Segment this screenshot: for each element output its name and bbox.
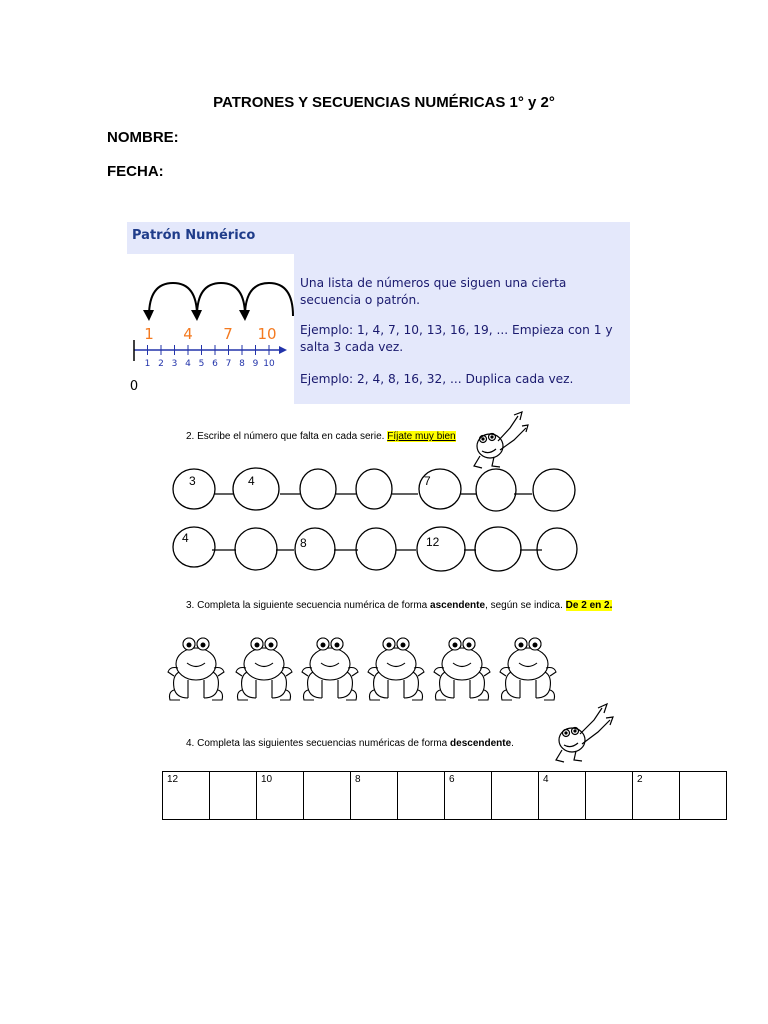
patron-definition: Una lista de números que siguen una cierta secuencia o patrón.	[300, 276, 567, 307]
exercise-3-instruction	[186, 600, 612, 611]
axis-tick-label: 4	[185, 359, 191, 369]
patron-numerico-panel	[127, 222, 630, 404]
sequence-circle	[173, 527, 215, 567]
sequence-cell[interactable]: 12	[163, 772, 210, 820]
sequence-cell[interactable]	[210, 772, 257, 820]
sequence-circle	[356, 528, 396, 570]
frog-illustration	[500, 638, 556, 700]
jump-arc	[149, 283, 197, 316]
sequence-cell[interactable]: 4	[539, 772, 586, 820]
exercise-3-keyword: ascendente	[430, 600, 486, 611]
circle-value: 4	[182, 531, 189, 545]
exercise-2-instruction	[186, 431, 456, 442]
patron-title: Patrón Numérico	[132, 228, 256, 243]
circle-value: 3	[189, 474, 196, 488]
sequence-cell[interactable]: 10	[257, 772, 304, 820]
page-title: PATRONES Y SECUENCIAS NUMÉRICAS 1° y 2°	[213, 94, 555, 111]
sequence-circle	[235, 528, 277, 570]
jumping-frog-illustration	[552, 700, 616, 764]
exercise-3-text: 3. Completa la siguiente secuencia numérica de forma	[186, 600, 431, 611]
exercise-4-instruction	[186, 738, 514, 749]
circle-value: 8	[300, 536, 307, 550]
axis-tick-label: 9	[252, 359, 259, 369]
frog-illustration	[368, 638, 424, 700]
exercise-3-highlight: De 2 en 2.	[565, 600, 613, 611]
arrow-head	[143, 310, 154, 321]
axis-tick-label: 6	[212, 359, 218, 369]
descending-sequence-table	[162, 771, 727, 820]
axis-tick-label: 10	[263, 359, 275, 369]
axis-arrow	[279, 346, 287, 354]
sequence-circle	[417, 527, 465, 571]
arrow-head	[239, 310, 250, 321]
frog-row	[164, 630, 574, 710]
patron-definition-panel	[294, 254, 630, 404]
sequence-circle	[537, 528, 577, 570]
axis-tick-label: 1	[144, 359, 151, 369]
nombre-label: NOMBRE:	[107, 129, 179, 146]
sequence-cell[interactable]	[586, 772, 633, 820]
sequence-circle	[356, 469, 392, 509]
exercise-2-highlight: Fíjate muy bien	[387, 431, 456, 442]
sequence-circle	[476, 469, 516, 511]
patron-example-1: Ejemplo: 1, 4, 7, 10, 13, 16, 19, ... Empieza con 1 y salta 3 cada vez.	[300, 323, 613, 354]
exercise-2-text: 2. Escribe el número que falta en cada serie.	[186, 431, 385, 442]
table-row	[163, 772, 727, 820]
circle-value: 12	[426, 535, 440, 549]
exercise-4-keyword: descendente	[450, 738, 512, 749]
sequence-circle	[475, 527, 521, 571]
exercise-3-text-b: , según se indica.	[485, 600, 566, 611]
exercise-4-text: 4. Completa las siguientes secuencias numéricas de forma	[186, 738, 451, 749]
sequence-cell[interactable]: 6	[445, 772, 492, 820]
sequence-cell[interactable]: 8	[351, 772, 398, 820]
jump-label: 7	[223, 325, 233, 343]
sequence-cell[interactable]: 2	[633, 772, 680, 820]
number-line-diagram	[127, 254, 294, 404]
sequence-circle	[233, 468, 279, 510]
axis-tick-label: 2	[158, 359, 164, 369]
sequence-cell[interactable]	[492, 772, 539, 820]
jump-arc	[245, 283, 293, 316]
patron-header	[127, 222, 630, 254]
frog-illustration	[168, 638, 224, 700]
frog-illustration	[302, 638, 358, 700]
frog-illustration	[434, 638, 490, 700]
axis-tick-label: 5	[198, 359, 205, 369]
jump-label: 4	[183, 325, 193, 343]
sequence-circle	[300, 469, 336, 509]
sequence-cell[interactable]	[680, 772, 727, 820]
circle-value: 7	[424, 474, 431, 488]
sequence-circle	[533, 469, 575, 511]
exercise-4-text-b: .	[511, 738, 514, 749]
jump-label: 10	[257, 325, 277, 343]
exercise-2-chains	[170, 460, 590, 590]
arrow-head	[191, 310, 202, 321]
frog-illustration	[236, 638, 292, 700]
circle-value: 4	[248, 474, 255, 488]
sequence-cell[interactable]	[304, 772, 351, 820]
sequence-cell[interactable]	[398, 772, 445, 820]
axis-zero-label: 0	[129, 379, 139, 394]
patron-example-2: Ejemplo: 2, 4, 8, 16, 32, ... Duplica cada vez.	[300, 372, 574, 386]
fecha-label: FECHA:	[107, 163, 164, 180]
axis-tick-label: 3	[171, 359, 178, 369]
jump-arc	[197, 283, 245, 316]
axis-tick-label: 7	[225, 359, 232, 369]
axis-tick-label: 8	[239, 359, 245, 369]
jump-label: 1	[144, 325, 154, 343]
